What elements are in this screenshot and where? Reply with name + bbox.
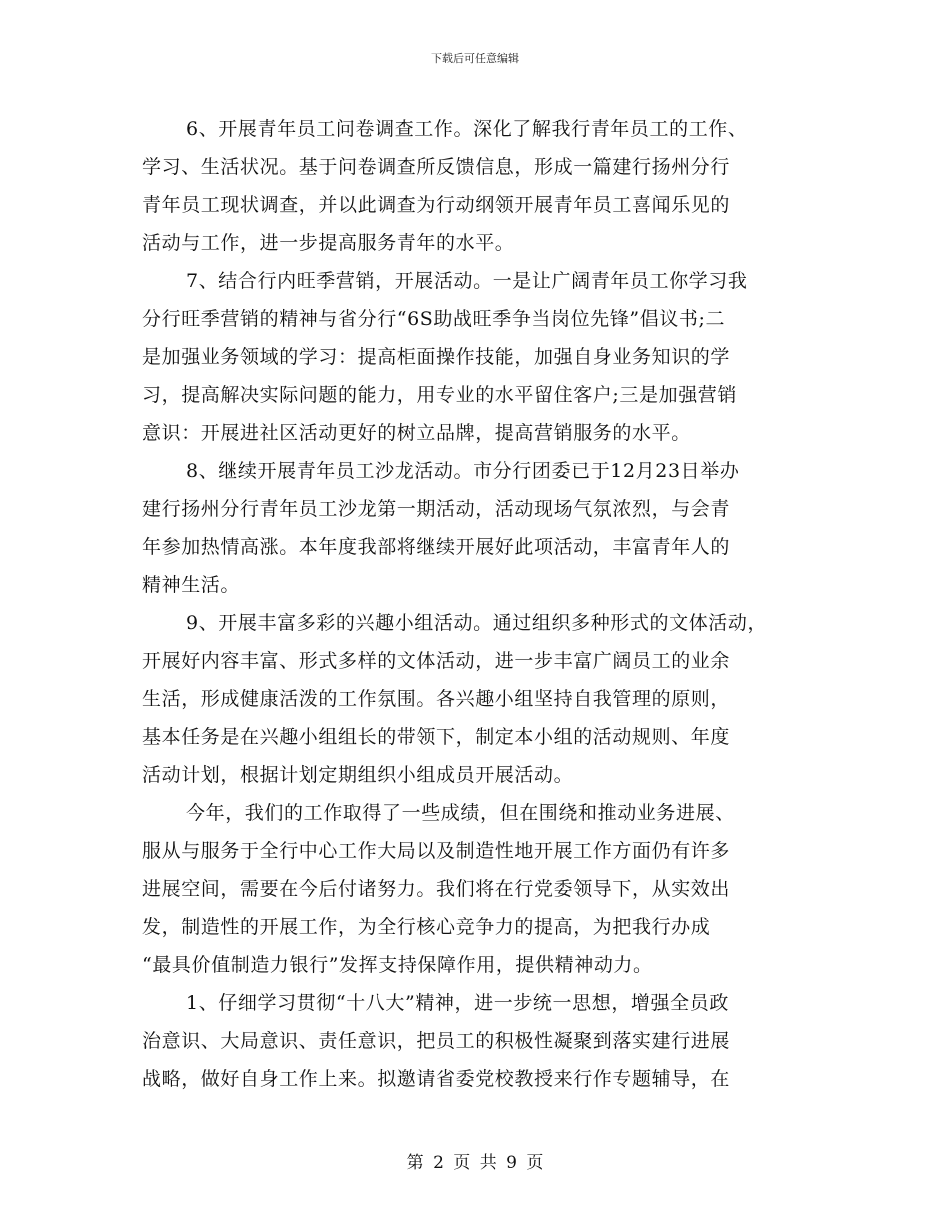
paragraph-line: 发，制造性的开展工作，为全行核心竞争力的提高，为把我行办成 (142, 916, 711, 938)
page-number: 第 2 页 共 9 页 (406, 1153, 544, 1173)
paragraph-line: 治意识、大局意识、责任意识，把员工的积极性凝聚到落实建行进展 (142, 1030, 731, 1052)
paragraph-line: 精神生活。 (142, 574, 241, 596)
paragraph-line: 8、继续开展青年员工沙龙活动。市分行团委已于12月23日举办 (186, 460, 740, 482)
paragraph-line: 今年，我们的工作取得了一些成绩，但在围绕和推动业务进展、 (186, 802, 735, 824)
paragraph-line: 活动与工作，进一步提高服务青年的水平。 (142, 232, 515, 254)
paragraph-line: 7、结合行内旺季营销，开展活动。一是让广阔青年员工你学习我 (186, 270, 748, 292)
paragraph-line: 习，提高解决实际问题的能力，用专业的水平留住客户;三是加强营销 (142, 384, 738, 406)
paragraph-line: “最具价值制造力银行”发挥支持保障作用，提供精神动力。 (142, 954, 653, 976)
paragraph-line: 1、仔细学习贯彻“十八大”精神，进一步统一思想，增强全员政 (186, 992, 729, 1014)
paragraph-line: 进展空间，需要在今后付诸努力。我们将在行党委领导下，从实效出 (142, 878, 731, 900)
paragraph-line: 开展好内容丰富、形式多样的文体活动，进一步丰富广阔员工的业余 (142, 650, 731, 672)
paragraph-line: 6、开展青年员工问卷调查工作。深化了解我行青年员工的工作、 (186, 118, 748, 140)
document-body (142, 110, 812, 1098)
paragraph-line: 生活，形成健康活泼的工作氛围。各兴趣小组坚持自我管理的原则， (142, 688, 731, 710)
page-header: 下载后可任意编辑 (431, 52, 519, 65)
paragraph-line: 建行扬州分行青年员工沙龙第一期活动，活动现场气氛浓烈，与会青 (142, 498, 731, 520)
paragraph-line: 9、开展丰富多彩的兴趣小组活动。通过组织多种形式的文体活动， (186, 612, 768, 634)
paragraph-line: 学习、生活状况。基于问卷调查所反馈信息，形成一篇建行扬州分行 (142, 156, 731, 178)
paragraph-line: 基本任务是在兴趣小组组长的带领下，制定本小组的活动规则、年度 (142, 726, 731, 748)
paragraph-line: 活动计划，根据计划定期组织小组成员开展活动。 (142, 764, 574, 786)
paragraph-line: 年参加热情高涨。本年度我部将继续开展好此项活动，丰富青年人的 (142, 536, 731, 558)
paragraph-line: 服从与服务于全行中心工作大局以及制造性地开展工作方面仍有许多 (142, 840, 731, 862)
paragraph-line: 意识：开展进社区活动更好的树立品牌，提高营销服务的水平。 (142, 422, 691, 444)
paragraph-line: 是加强业务领域的学习：提高柜面操作技能，加强自身业务知识的学 (142, 346, 731, 368)
paragraph-line: 战略，做好自身工作上来。拟邀请省委党校教授来行作专题辅导，在 (142, 1068, 731, 1090)
paragraph-line: 分行旺季营销的精神与省分行“6S助战旺季争当岗位先锋”倡议书;二 (142, 308, 726, 330)
paragraph-line: 青年员工现状调查，并以此调查为行动纲领开展青年员工喜闻乐见的 (142, 194, 731, 216)
